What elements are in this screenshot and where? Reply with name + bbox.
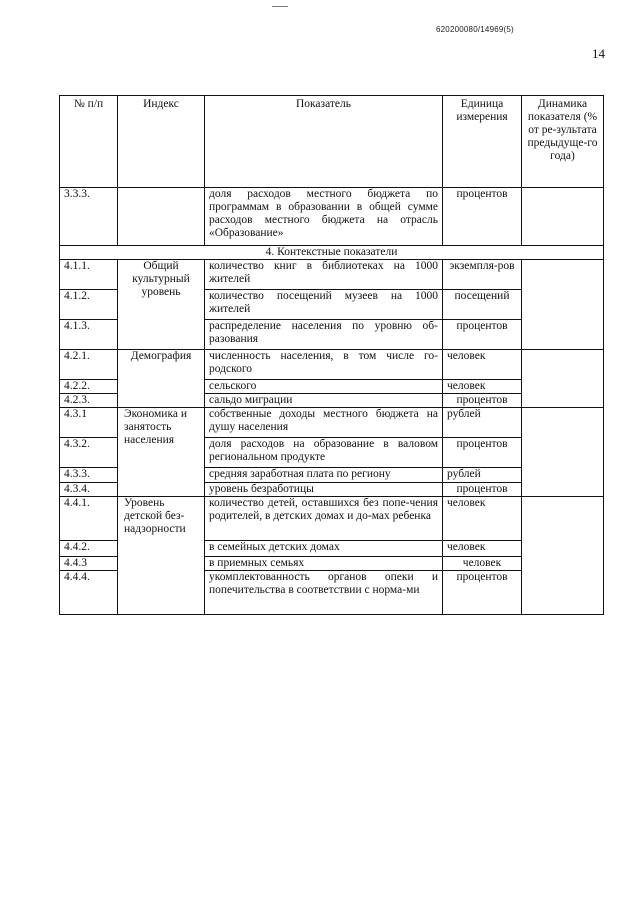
unit-cell: процентов: [443, 571, 522, 615]
column-header-index: Индекс: [118, 96, 205, 188]
index-cell-demography: Демография: [118, 350, 205, 408]
indicator-cell: сальдо миграции: [205, 394, 443, 408]
unit-cell: процентов: [443, 320, 522, 350]
dynamics-cell: [522, 188, 604, 246]
indicator-cell: уровень безработицы: [205, 483, 443, 497]
index-cell: [118, 188, 205, 246]
dynamics-cell: [522, 408, 604, 497]
table-row: [60, 188, 604, 246]
row-number: 4.4.2.: [60, 541, 118, 557]
row-number: 4.2.2.: [60, 380, 118, 394]
row-number: 4.3.3.: [60, 468, 118, 483]
unit-cell: экземпля-ров: [443, 260, 522, 290]
unit-cell: человек: [443, 497, 522, 541]
indicator-cell: средняя заработная плата по региону: [205, 468, 443, 483]
unit-cell: процентов: [443, 438, 522, 468]
unit-cell: рублей: [443, 408, 522, 438]
row-number: 4.1.3.: [60, 320, 118, 350]
indicator-cell: собственные доходы местного бюджета на душу населения: [205, 408, 443, 438]
unit-cell: человек: [443, 541, 522, 557]
indicator-cell: укомплектованность органов опеки и попечительства в соответствии с норма-ми: [205, 571, 443, 615]
unit-cell: человек: [443, 350, 522, 380]
page-number: 14: [592, 46, 605, 61]
unit-cell: рублей: [443, 468, 522, 483]
unit-cell: процентов: [443, 188, 522, 246]
row-number: 4.3.2.: [60, 438, 118, 468]
unit-cell: человек: [443, 557, 522, 571]
indicator-cell: распределение населения по уровню об-разования: [205, 320, 443, 350]
index-cell-culture: Общий культурный уровень: [118, 260, 205, 350]
dynamics-cell: [522, 497, 604, 615]
index-cell-neglect: Уровень детской без-надзорности: [118, 497, 205, 615]
row-number: 4.4.4.: [60, 571, 118, 615]
indicator-cell: количество книг в библиотеках на 1000 жителей: [205, 260, 443, 290]
table-row: [60, 497, 604, 541]
column-header-unit: Единица измерения: [443, 96, 522, 188]
indicator-cell: доля расходов местного бюджета по программам в образовании в общей сумме расходов местного бюджета на отрасль «Образование»: [205, 188, 443, 246]
indicator-cell: количество детей, оставшихся без попе-чения родителей, в детских домах и до-мах ребенка: [205, 497, 443, 541]
unit-cell: человек: [443, 380, 522, 394]
unit-cell: процентов: [443, 394, 522, 408]
column-header-dynamics: Динамика показателя (% от ре-зультата предыдуще-го года): [522, 96, 604, 188]
row-number: 4.2.3.: [60, 394, 118, 408]
table-row: [60, 350, 604, 380]
top-scan-mark: [272, 6, 288, 7]
indicator-cell: в семейных детских домах: [205, 541, 443, 557]
indicator-cell: численность населения, в том числе го-родского: [205, 350, 443, 380]
section-row: [60, 246, 604, 260]
indicators-table: [59, 95, 604, 615]
indicator-cell: в приемных семьях: [205, 557, 443, 571]
table-row: [60, 408, 604, 438]
unit-cell: процентов: [443, 483, 522, 497]
row-number: 4.3.4.: [60, 483, 118, 497]
index-cell-economy: Экономика и занятость населения: [118, 408, 205, 497]
row-number: 4.1.1.: [60, 260, 118, 290]
row-number: 4.1.2.: [60, 290, 118, 320]
row-number: 4.2.1.: [60, 350, 118, 380]
unit-cell: посещений: [443, 290, 522, 320]
row-number: 3.3.3.: [60, 188, 118, 246]
dynamics-cell: [522, 260, 604, 350]
table-row: [60, 260, 604, 290]
indicator-cell: сельского: [205, 380, 443, 394]
row-number: 4.4.1.: [60, 497, 118, 541]
row-number: 4.4.3: [60, 557, 118, 571]
document-code: 620200080/14969(5): [436, 25, 514, 34]
row-number: 4.3.1: [60, 408, 118, 438]
dynamics-cell: [522, 350, 604, 408]
indicator-cell: количество посещений музеев на 1000 жителей: [205, 290, 443, 320]
column-header-number: № п/п: [60, 96, 118, 188]
indicator-cell: доля расходов на образование в валовом региональном продукте: [205, 438, 443, 468]
table-header-row: [60, 96, 604, 188]
section-title: 4. Контекстные показатели: [60, 246, 604, 260]
column-header-indicator: Показатель: [205, 96, 443, 188]
